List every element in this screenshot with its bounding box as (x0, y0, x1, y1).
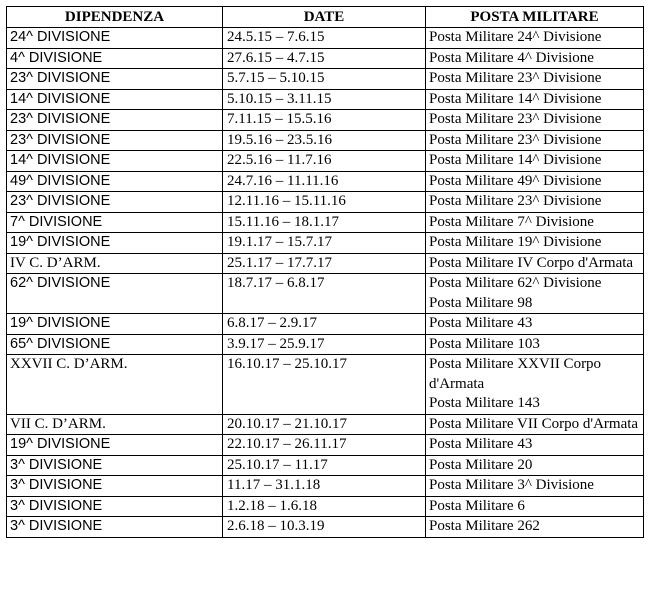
table-row (7, 171, 644, 192)
table-row (7, 253, 644, 274)
table-row (7, 314, 644, 335)
cell-dipendenza: 24^ DIVISIONE (7, 28, 223, 49)
posta-militare-line: Posta Militare 62^ Divisione (429, 275, 602, 291)
posta-militare-line: Posta Militare 103 (429, 335, 540, 352)
table-row (7, 28, 644, 49)
posta-militare-line: Posta Militare VII Corpo d'Armata (429, 415, 639, 432)
cell-dipendenza: XXVII C. D’ARM. (7, 355, 223, 415)
cell-dipendenza: 14^ DIVISIONE (7, 89, 223, 110)
posta-militare-line: Posta Militare 14^ Divisione (429, 90, 602, 107)
posta-militare-line: Posta Militare 19^ Divisione (429, 234, 602, 250)
cell-date: 3.9.17 – 25.9.17 (223, 334, 426, 355)
cell-posta-militare (426, 314, 644, 335)
cell-date: 7.11.15 – 15.5.16 (223, 110, 426, 131)
cell-posta-militare (426, 48, 644, 69)
cell-date: 22.10.17 – 26.11.17 (223, 435, 426, 456)
posta-militare-line: Posta Militare XXVII Corpo d'Armata (429, 356, 602, 392)
cell-posta-militare (426, 192, 644, 213)
posta-militare-line: Posta Militare 3^ Divisione (429, 477, 594, 493)
table-row (7, 151, 644, 172)
cell-date: 12.11.16 – 15.11.16 (223, 192, 426, 213)
table-row (7, 69, 644, 90)
cell-posta-militare (426, 171, 644, 192)
cell-dipendenza: 3^ DIVISIONE (7, 496, 223, 517)
cell-posta-militare (426, 212, 644, 233)
cell-dipendenza: IV C. D’ARM. (7, 253, 223, 274)
cell-posta-militare (426, 130, 644, 151)
posta-militare-line: Posta Militare 43 (429, 436, 533, 452)
cell-dipendenza: 23^ DIVISIONE (7, 69, 223, 90)
posta-militare-line: Posta Militare 262 (429, 518, 540, 534)
table-row (7, 517, 644, 538)
header-dipendenza: DIPENDENZA (7, 7, 223, 28)
cell-posta-militare (426, 355, 644, 415)
cell-date: 22.5.16 – 11.7.16 (223, 151, 426, 172)
posta-militare-line: Posta Militare 23^ Divisione (429, 193, 602, 209)
cell-dipendenza: 23^ DIVISIONE (7, 130, 223, 151)
cell-date: 15.11.16 – 18.1.17 (223, 212, 426, 233)
table-row (7, 334, 644, 355)
cell-posta-militare (426, 414, 644, 435)
posta-militare-line: Posta Militare 23^ Divisione (429, 70, 602, 86)
cell-date: 27.6.15 – 4.7.15 (223, 48, 426, 69)
posta-militare-line: Posta Militare 143 (429, 395, 540, 411)
table-row (7, 274, 644, 314)
cell-date: 18.7.17 – 6.8.17 (223, 274, 426, 314)
cell-dipendenza: 49^ DIVISIONE (7, 171, 223, 192)
table-body (7, 28, 644, 538)
table-row (7, 110, 644, 131)
cell-date: 24.5.15 – 7.6.15 (223, 28, 426, 49)
cell-posta-militare (426, 274, 644, 314)
table-row (7, 455, 644, 476)
cell-posta-militare (426, 435, 644, 456)
cell-dipendenza: 19^ DIVISIONE (7, 314, 223, 335)
cell-posta-militare (426, 517, 644, 538)
cell-dipendenza: 3^ DIVISIONE (7, 455, 223, 476)
cell-posta-militare (426, 496, 644, 517)
table-row (7, 414, 644, 435)
posta-militare-line: Posta Militare IV Corpo d'Armata (429, 254, 634, 271)
posta-militare-line: Posta Militare 4^ Divisione (429, 49, 594, 66)
table-row (7, 233, 644, 254)
cell-date: 5.7.15 – 5.10.15 (223, 69, 426, 90)
cell-dipendenza: 19^ DIVISIONE (7, 233, 223, 254)
cell-date: 11.17 – 31.1.18 (223, 476, 426, 497)
table-container (6, 6, 644, 538)
posta-militare-table (6, 6, 644, 538)
header-posta-militare: POSTA MILITARE (426, 7, 644, 28)
cell-posta-militare (426, 233, 644, 254)
cell-dipendenza: 3^ DIVISIONE (7, 517, 223, 538)
cell-posta-militare (426, 476, 644, 497)
cell-posta-militare (426, 28, 644, 49)
cell-date: 5.10.15 – 3.11.15 (223, 89, 426, 110)
posta-militare-line: Posta Militare 24^ Divisione (429, 29, 602, 45)
posta-militare-line: Posta Militare 6 (429, 497, 525, 514)
table-row (7, 48, 644, 69)
posta-militare-line: Posta Militare 7^ Divisione (429, 213, 594, 230)
cell-dipendenza: 3^ DIVISIONE (7, 476, 223, 497)
cell-dipendenza: 4^ DIVISIONE (7, 48, 223, 69)
cell-date: 1.2.18 – 1.6.18 (223, 496, 426, 517)
table-row (7, 476, 644, 497)
cell-dipendenza: VII C. D’ARM. (7, 414, 223, 435)
cell-posta-militare (426, 253, 644, 274)
header-row (7, 7, 644, 28)
posta-militare-line: Posta Militare 49^ Divisione (429, 172, 602, 189)
posta-militare-line: Posta Militare 23^ Divisione (429, 131, 602, 148)
cell-dipendenza: 7^ DIVISIONE (7, 212, 223, 233)
cell-dipendenza: 14^ DIVISIONE (7, 151, 223, 172)
cell-date: 25.10.17 – 11.17 (223, 455, 426, 476)
table-row (7, 212, 644, 233)
table-row (7, 435, 644, 456)
cell-date: 2.6.18 – 10.3.19 (223, 517, 426, 538)
posta-militare-line: Posta Militare 14^ Divisione (429, 152, 602, 168)
table-row (7, 130, 644, 151)
table-row (7, 192, 644, 213)
cell-posta-militare (426, 334, 644, 355)
posta-militare-line: Posta Militare 98 (429, 294, 533, 311)
table-row (7, 496, 644, 517)
cell-posta-militare (426, 151, 644, 172)
cell-date: 20.10.17 – 21.10.17 (223, 414, 426, 435)
cell-dipendenza: 23^ DIVISIONE (7, 110, 223, 131)
posta-militare-line: Posta Militare 20 (429, 456, 533, 473)
cell-date: 24.7.16 – 11.11.16 (223, 171, 426, 192)
cell-date: 25.1.17 – 17.7.17 (223, 253, 426, 274)
cell-date: 19.5.16 – 23.5.16 (223, 130, 426, 151)
header-date: DATE (223, 7, 426, 28)
cell-date: 19.1.17 – 15.7.17 (223, 233, 426, 254)
cell-dipendenza: 62^ DIVISIONE (7, 274, 223, 314)
table-row (7, 355, 644, 415)
table-row (7, 89, 644, 110)
cell-dipendenza: 23^ DIVISIONE (7, 192, 223, 213)
posta-militare-line: Posta Militare 23^ Divisione (429, 111, 602, 127)
cell-dipendenza: 65^ DIVISIONE (7, 334, 223, 355)
cell-date: 16.10.17 – 25.10.17 (223, 355, 426, 415)
cell-posta-militare (426, 69, 644, 90)
cell-posta-militare (426, 110, 644, 131)
cell-dipendenza: 19^ DIVISIONE (7, 435, 223, 456)
cell-date: 6.8.17 – 2.9.17 (223, 314, 426, 335)
posta-militare-line: Posta Militare 43 (429, 315, 533, 331)
cell-posta-militare (426, 455, 644, 476)
cell-posta-militare (426, 89, 644, 110)
